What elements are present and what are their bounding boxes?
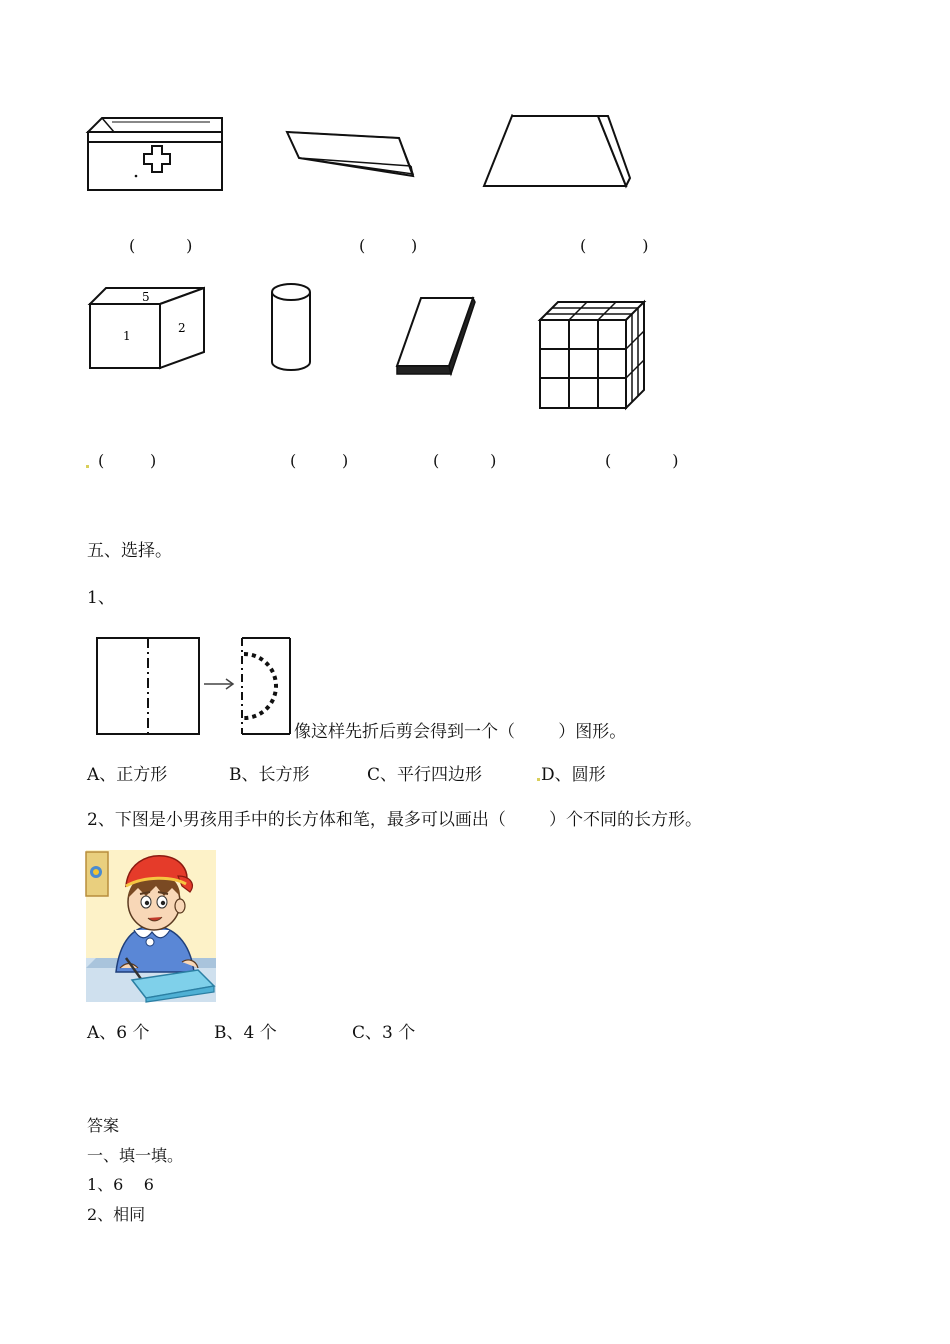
book-block-figure — [393, 294, 479, 384]
answers-title: 答案 — [87, 1116, 120, 1135]
stray-mark-2 — [537, 778, 540, 781]
q1-option-d: D、圆形 — [541, 765, 606, 785]
blank-4: ( ) — [98, 451, 157, 470]
fold-cut-diagram — [96, 636, 294, 738]
q2-option-a: A、6 个 — [87, 1023, 150, 1043]
cylinder-figure — [268, 282, 316, 374]
thin-slab-figure — [285, 130, 417, 180]
blank-6: ( ) — [433, 451, 497, 470]
answer-line-2: 2、相同 — [87, 1205, 146, 1224]
question-2-text: 2、下图是小男孩用手中的长方体和笔，最多可以画出（ ）个不同的长方形。 — [87, 810, 703, 830]
cube-face-top-label: 5 — [142, 290, 150, 304]
q1-option-c: C、平行四边形 — [367, 765, 483, 785]
section-heading: 五、选择。 — [87, 541, 172, 561]
q2-option-c: C、3 个 — [352, 1023, 416, 1043]
numbered-cube-figure — [86, 286, 210, 370]
question-1-number: 1、 — [87, 588, 115, 608]
boy-drawing-illustration — [86, 850, 216, 1002]
blank-3: ( ) — [580, 236, 649, 255]
q1-option-b: B、长方形 — [229, 765, 310, 785]
blank-2: ( ) — [359, 236, 418, 255]
q2-option-b: B、4 个 — [214, 1023, 277, 1043]
answers-section-1: 一、填一填。 — [87, 1146, 184, 1165]
cube-face-side-label: 2 — [178, 321, 186, 335]
question-1-text: 像这样先折后剪会得到一个（ ）图形。 — [294, 722, 627, 742]
trapezoid-block-figure — [482, 112, 632, 190]
blank-5: ( ) — [290, 451, 349, 470]
answer-line-1: 1、6 6 — [87, 1175, 154, 1194]
cube-face-front-label: 1 — [123, 329, 131, 343]
q1-option-a: A、正方形 — [87, 765, 168, 785]
rubik-cube-figure — [538, 300, 648, 412]
stray-mark — [86, 465, 89, 468]
blank-7: ( ) — [605, 451, 679, 470]
first-aid-box-figure — [84, 114, 226, 194]
blank-1: ( ) — [129, 236, 193, 255]
